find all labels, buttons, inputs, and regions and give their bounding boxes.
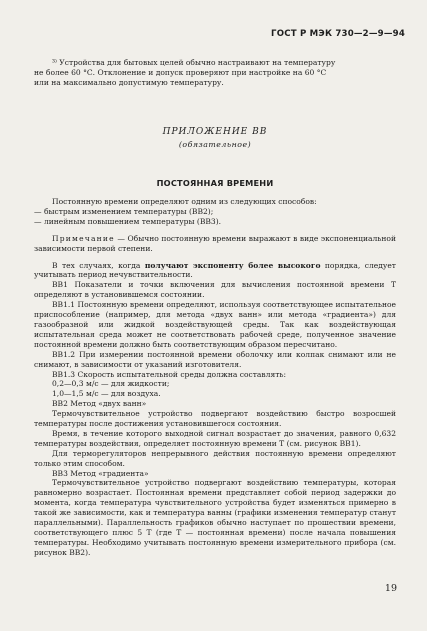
list-item: 0,2—0,3 м/с — для жидкости; <box>52 379 170 389</box>
text-run: В тех случаях, когда <box>52 260 145 270</box>
paragraph: Для терморегуляторов непрерывного действия постоянную времени определяют только этим способом. <box>34 448 396 468</box>
paragraph: ВВ1.2 При измерении постоянной времени оболочку или колпак снимают или не снимают, в зависимости от указаний изготовителя. <box>34 349 396 369</box>
paragraph: ВВ1 Показатели и точки включения для вычисления постоянной времени T определяют в установившемся состоянии. <box>34 280 396 300</box>
list-item: — быстрым изменением температуры (ВВ2); <box>34 206 214 216</box>
body-text <box>34 197 396 558</box>
appendix-subtitle: (обязательное) <box>178 140 252 149</box>
page-number: 19 <box>384 583 397 594</box>
bold-text-run: получают экспоненту более высокого <box>144 260 321 270</box>
note-text: — Обычно постоянную времени выражают в виде экспоненциальной зависимости первой степени. <box>34 233 396 253</box>
subsection-heading: ВВ3 Метод «градиента» <box>52 468 149 478</box>
list-item: 1,0—1,5 м/с — для воздуха. <box>52 389 161 399</box>
standard-header: ГОСТ Р МЭК 730—2—9—94 <box>271 29 405 39</box>
paragraph: Постоянную времени определяют одним из следующих способов: <box>52 197 317 206</box>
paragraph: Термочувствительное устройство подвергают воздействию быстро возросшей температуры после достижения установившегося состояния. <box>34 409 396 429</box>
subsection-heading: ВВ2 Метод «двух ванн» <box>52 399 147 409</box>
note-label: Примечание <box>52 233 115 243</box>
list-item: — линейным повышением температуры (ВВ3). <box>34 216 222 226</box>
paragraph: Термочувствительное устройство подвергают воздействию температуры, которая равномерно возрастает. Постоянная времени представляет собой период задержки до момента, когда температура чувствительного устройства будет изменяться примерно в такой же зависимости, как и температура ванны (графики изменения температур станут параллельными). Параллельность графиков обычно наступает по прошествии времени, соответствующего плюс 5 T (где T — постоянная времени) после начала повышения температуры. Необходимо учитывать постоянную времени измерительного прибора (см. рисунок ВВ2). <box>34 478 396 557</box>
paragraph: ВВ1.1 Постоянную времени определяют, используя соответствующее испытательное приспособление (например, для метода «двух ванн» или метода «градиента») для газообразной или жидкой воздействующей среды. Так как воздействующая испытательная среда может не соответствовать рабочей среде, полученное значение постоянной времени должно быть соответствующим образом пересчитано. <box>34 300 396 349</box>
footnote-line: ³⁾ Устройства для бытовых целей обычно настраивают на температуру <box>52 58 336 67</box>
section-heading: ПОСТОЯННАЯ ВРЕМЕНИ <box>156 178 274 188</box>
paragraph: Время, в течение которого выходной сигнал возрастает до значения, равного 0,632 температуры воздействия, определяет постоянную времени T (см. рисунок ВВ1). <box>34 428 396 448</box>
appendix-title: ПРИЛОЖЕНИЕ ВВ <box>162 127 268 137</box>
footnote-line: или на максимально допустимую температуру. <box>34 77 224 87</box>
footnote <box>34 58 396 88</box>
paragraph <box>34 261 396 281</box>
paragraph: ВВ1.3 Скорость испытательной среды должна составлять: <box>52 369 287 379</box>
text-run: порядка, следует учитывать период нечувствительности. <box>34 260 396 280</box>
footnote-line: не более 60 °С. Отклонение и допуск проверяют при настройке на 60 °С <box>34 67 327 77</box>
note <box>34 234 396 254</box>
